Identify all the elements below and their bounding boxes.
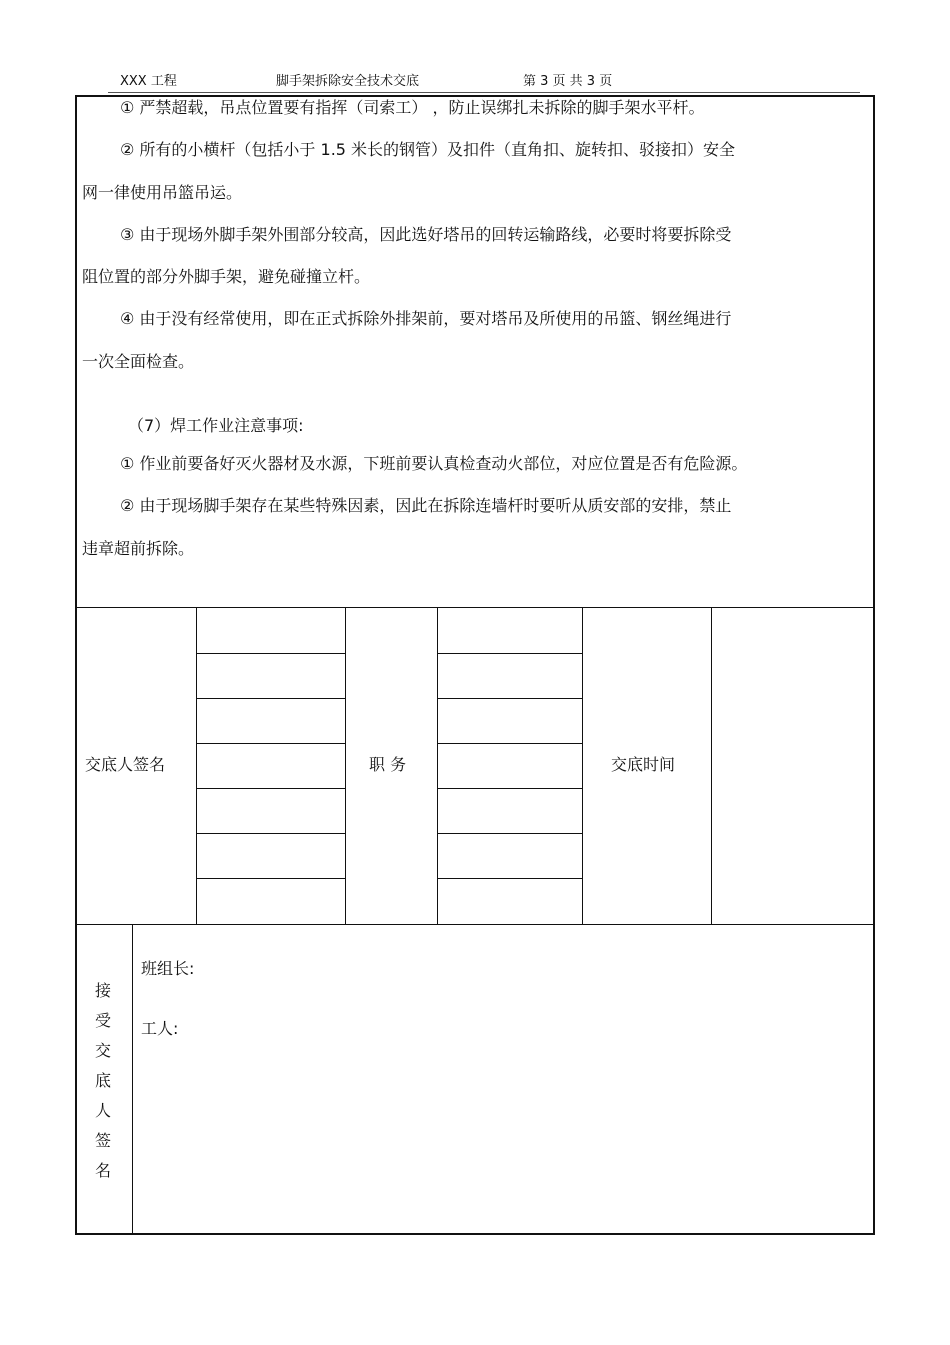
position-cell-rule <box>437 878 582 879</box>
position-cell-rule <box>437 698 582 699</box>
header-doc-title: 脚手架拆除安全技术交底 <box>276 74 420 89</box>
position-cell-rule <box>437 788 582 789</box>
section-heading: （7）焊工作业注意事项: <box>128 416 304 435</box>
table-rule <box>75 924 875 925</box>
receiver-label-char: 人 <box>94 1101 111 1120</box>
table-divider <box>345 607 346 924</box>
position-label: 职 务 <box>369 755 407 774</box>
content-line: ① 严禁超载，吊点位置要有指挥（司索工） ，防止误绑扎未拆除的脚手架水平杆。 <box>120 98 705 117</box>
time-label: 交底时间 <box>611 755 676 774</box>
table-divider <box>196 607 197 924</box>
receiver-label-char: 名 <box>94 1161 111 1180</box>
header-page-info: 第 3 页 共 3 页 <box>523 74 613 89</box>
receiver-label-char: 底 <box>94 1071 111 1090</box>
signer-cell-rule <box>196 788 345 789</box>
signer-cell-rule <box>196 833 345 834</box>
receiver-label-char: 接 <box>94 981 111 1000</box>
signer-cell-rule <box>196 878 345 879</box>
header-rule <box>108 92 860 93</box>
content-line: ① 作业前要备好灭火器材及水源，下班前要认真检查动火部位，对应位置是否有危险源。 <box>120 454 748 473</box>
signer-cell-rule <box>196 698 345 699</box>
content-line: 网一律使用吊篮吊运。 <box>82 183 243 202</box>
document-frame <box>75 95 875 1235</box>
receiver-label-char: 受 <box>94 1011 111 1030</box>
content-line: ③ 由于现场外脚手架外围部分较高，因此选好塔吊的回转运输路线，必要时将要拆除受 <box>120 225 732 244</box>
content-line: ④ 由于没有经常使用，即在正式拆除外排架前，要对塔吊及所使用的吊篮、钢丝绳进行 <box>120 309 732 328</box>
workers-label: 工人: <box>141 1019 179 1038</box>
position-cell-rule <box>437 653 582 654</box>
table-divider <box>711 607 712 924</box>
header-project: XXX 工程 <box>120 74 177 89</box>
table-divider <box>582 607 583 924</box>
receiver-label-char: 签 <box>94 1131 111 1150</box>
team-leader-label: 班组长: <box>141 959 195 978</box>
signer-cell-rule <box>196 743 345 744</box>
receiver-divider <box>132 924 133 1234</box>
position-cell-rule <box>437 833 582 834</box>
content-line: 违章超前拆除。 <box>82 539 195 558</box>
content-line: 阻位置的部分外脚手架，避免碰撞立杆。 <box>82 267 371 286</box>
table-rule <box>75 607 875 608</box>
table-divider <box>437 607 438 924</box>
position-cell-rule <box>437 743 582 744</box>
receiver-vertical-label <box>92 976 114 1186</box>
signer-label: 交底人签名 <box>85 755 166 774</box>
content-line: ② 所有的小横杆（包括小于 1.5 米长的钢管）及扣件（直角扣、旋转扣、驳接扣）安全 <box>120 140 736 159</box>
content-line: 一次全面检查。 <box>82 352 195 371</box>
content-line: ② 由于现场脚手架存在某些特殊因素，因此在拆除连墙杆时要听从质安部的安排，禁止 <box>120 496 732 515</box>
signer-cell-rule <box>196 653 345 654</box>
receiver-label-char: 交 <box>94 1041 111 1060</box>
